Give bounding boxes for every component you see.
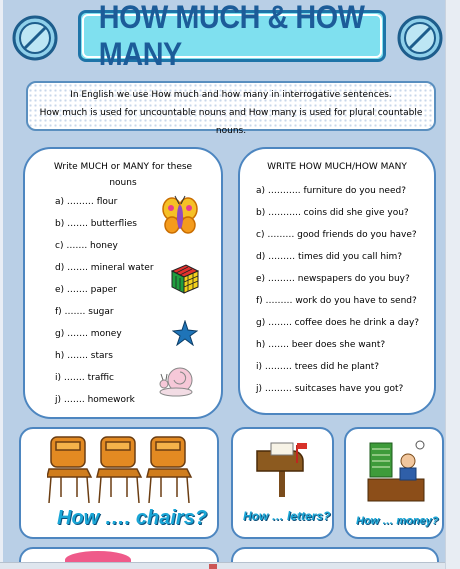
list-item: e) ……. paper [55, 285, 117, 295]
left-edge [0, 0, 3, 569]
list-item: i) ……. traffic [55, 373, 114, 383]
left-title-line-2: nouns [109, 178, 137, 188]
list-item: b) ……. butterflies [55, 219, 137, 229]
list-item: g) …….. coffee does he drink a day? [256, 318, 420, 328]
title-banner [78, 0, 386, 72]
list-item: a) ……… flour [55, 197, 118, 207]
status-indicator [209, 564, 217, 569]
money-caption: How … money? [356, 515, 439, 527]
butterfly-icon [162, 193, 198, 237]
list-item: d) ……. mineral water [55, 263, 154, 273]
list-item: c) ……… good friends do you have? [256, 230, 417, 240]
money-man-icon [362, 435, 432, 505]
list-item: d) ……… times did you call him? [256, 252, 403, 262]
list-item: i) ……… trees did he plant? [256, 362, 380, 372]
left-exercise-title [25, 159, 221, 191]
list-item: g) ……. money [55, 329, 122, 339]
scrollbar[interactable] [445, 0, 460, 569]
intro-line-1: In English we use How much and how many in interrogative sentences. [70, 90, 392, 100]
mailbox-icon [251, 437, 315, 499]
chairs-caption: How …. chairs? [57, 507, 208, 529]
no-symbol-icon-right [396, 14, 444, 62]
page-title: HOW MUCH & HOW MANY [98, 0, 365, 72]
list-item: a) ……….. furniture do you need? [256, 186, 406, 196]
chairs-panel [19, 427, 219, 539]
list-item: j) ……… suitcases have you got? [256, 384, 404, 394]
no-symbol-icon [11, 14, 59, 62]
list-item: f) ……. sugar [55, 307, 114, 317]
list-item: j) ……. homework [55, 395, 135, 405]
right-exercise-card [238, 147, 436, 415]
intro-box [26, 81, 436, 136]
snail-icon [158, 364, 196, 398]
left-title-line-1: Write MUCH or MANY for these [53, 162, 193, 172]
money-panel [344, 427, 444, 539]
list-item: h) ……. stars [55, 351, 113, 361]
letters-panel [231, 427, 334, 539]
list-item: e) ……… newspapers do you buy? [256, 274, 410, 284]
list-item: b) ……….. coins did she give you? [256, 208, 409, 218]
list-item: c) ……. honey [55, 241, 118, 251]
list-item: f) ……… work do you have to send? [256, 296, 417, 306]
letters-caption: How … letters? [243, 509, 331, 523]
status-bar [0, 562, 446, 569]
chair-icon [47, 435, 195, 505]
star-icon [172, 320, 198, 346]
list-item: h) ……. beer does she want? [256, 340, 386, 350]
intro-line-2: How much is used for uncountable nouns and How many is used for plural countable nouns. [39, 108, 423, 136]
rubiks-cube-icon [168, 261, 202, 295]
right-exercise-title: WRITE HOW MUCH/HOW MANY [267, 162, 407, 172]
